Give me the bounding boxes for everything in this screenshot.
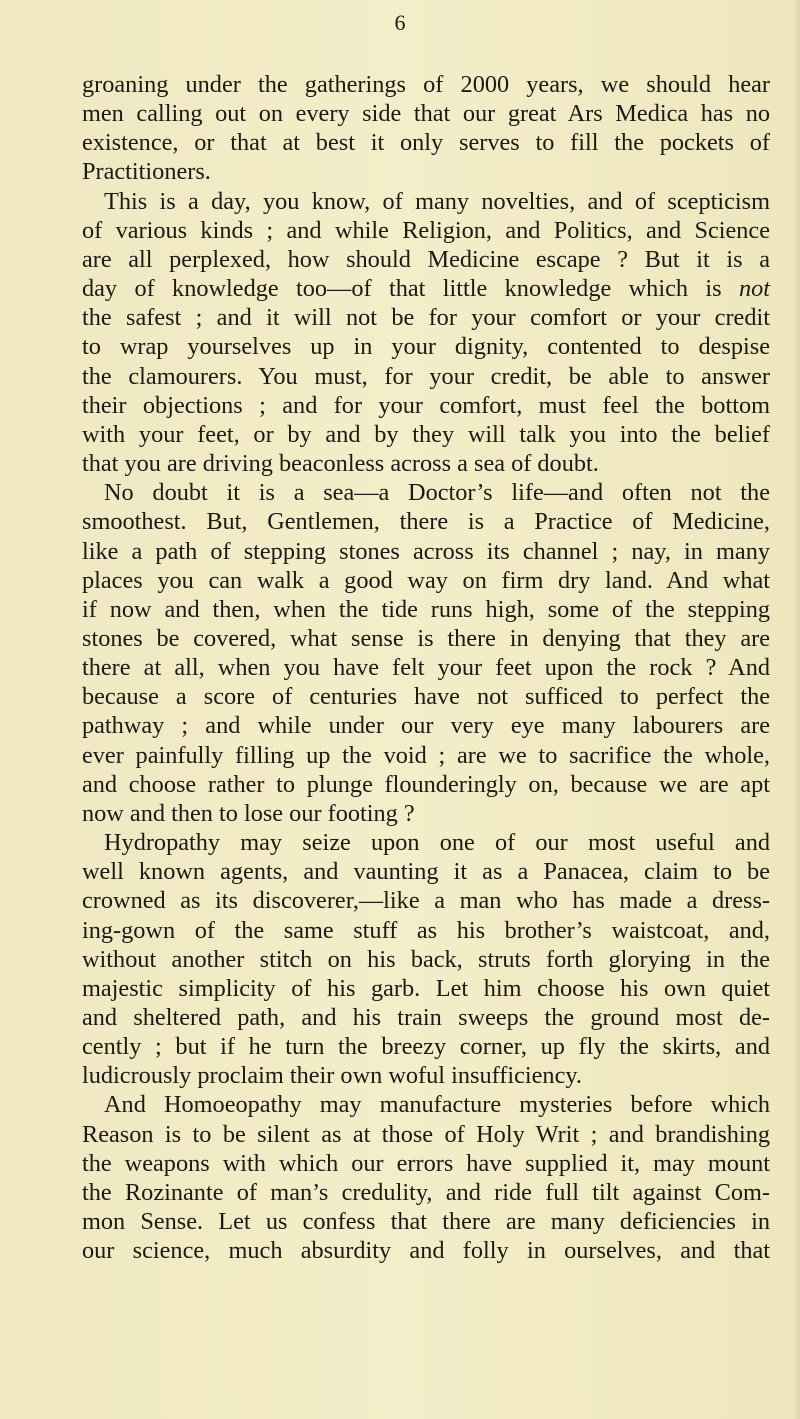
- text-line: now and then to lose our footing ?: [82, 799, 415, 827]
- body-text: [82, 70, 770, 1265]
- text-line: places you can walk a good way on firm dry land. And what: [82, 566, 770, 594]
- text-line: Hydropathy may seize upon one of our most useful and: [104, 829, 770, 857]
- text-line: that you are driving beaconless across a sea of doubt.: [82, 450, 599, 478]
- page-edge-shadow: [794, 0, 800, 1419]
- text-line: the safest ; and it will not be for your comfort or your credit: [82, 304, 770, 332]
- text-line: cently ; but if he turn the breezy corner, up fly the skirts, and: [82, 1033, 770, 1061]
- text-line: without another stitch on his back, struts forth glorying in the: [82, 945, 770, 973]
- text-line: and choose rather to plunge flounderingly on, because we are apt: [82, 770, 770, 798]
- text-line: our science, much absurdity and folly in ourselves, and that: [82, 1237, 770, 1265]
- text-line: And Homoeopathy may manufacture mysteries before which: [104, 1091, 770, 1119]
- text-line: because a score of centuries have not sufficed to perfect the: [82, 683, 770, 711]
- text-line: are all perplexed, how should Medicine escape ? But it is a: [82, 245, 770, 273]
- text-line: of various kinds ; and while Religion, and Politics, and Science: [82, 216, 770, 244]
- text-line: with your feet, or by and by they will talk you into the belief: [82, 420, 770, 448]
- text-line: if now and then, when the tide runs high, some of the stepping: [82, 595, 770, 623]
- text-line: well known agents, and vaunting it as a Panacea, claim to be: [82, 858, 770, 886]
- text-line: majestic simplicity of his garb. Let him choose his own quiet: [82, 974, 770, 1002]
- text-line: the Rozinante of man’s credulity, and ride full tilt against Com-: [82, 1178, 770, 1206]
- text-line: there at all, when you have felt your feet upon the rock ? And: [82, 654, 770, 682]
- text-line: [82, 274, 770, 303]
- text-line: the clamourers. You must, for your credit, be able to answer: [82, 362, 770, 390]
- text-line: Practitioners.: [82, 158, 211, 186]
- text-line: to wrap yourselves up in your dignity, contented to despise: [82, 333, 770, 361]
- text-line: Reason is to be silent as at those of Holy Writ ; and brandishing: [82, 1120, 770, 1148]
- text-line: existence, or that at best it only serves to fill the pockets of: [82, 129, 770, 157]
- text-line: smoothest. But, Gentlemen, there is a Practice of Medicine,: [82, 508, 770, 536]
- text-line: ing-gown of the same stuff as his brother’s waistcoat, and,: [82, 916, 770, 944]
- text-line-part: day of knowledge too—of that little knowledge which is not: [82, 275, 770, 303]
- emphasis-word: not: [738, 275, 770, 303]
- text-line: the weapons with which our errors have supplied it, may mount: [82, 1149, 770, 1177]
- text-line: groaning under the gatherings of 2000 years, we should hear: [82, 71, 770, 98]
- text-line: men calling out on every side that our great Ars Medica has no: [82, 100, 770, 128]
- text-line: crowned as its discoverer,—like a man who has made a dress-: [82, 887, 770, 915]
- text-line: mon Sense. Let us confess that there are many deficiencies in: [82, 1208, 770, 1236]
- text-line: and sheltered path, and his train sweeps the ground most de-: [82, 1004, 770, 1031]
- text-line: like a path of stepping stones across its channel ; nay, in many: [82, 537, 770, 565]
- text-line: ever painfully filling up the void ; are we to sacrifice the whole,: [82, 741, 770, 769]
- text-line: This is a day, you know, of many novelties, and of scepticism: [104, 187, 770, 215]
- text-line: ludicrously proclaim their own woful insufficiency.: [82, 1062, 582, 1090]
- text-line: their objections ; and for your comfort, must feel the bottom: [82, 391, 770, 419]
- text-line: No doubt it is a sea—a Doctor’s life—and often not the: [104, 479, 770, 507]
- page-number: 6: [394, 10, 406, 35]
- text-line: pathway ; and while under our very eye many labourers are: [82, 712, 770, 740]
- text-line: stones be covered, what sense is there in denying that they are: [82, 624, 770, 652]
